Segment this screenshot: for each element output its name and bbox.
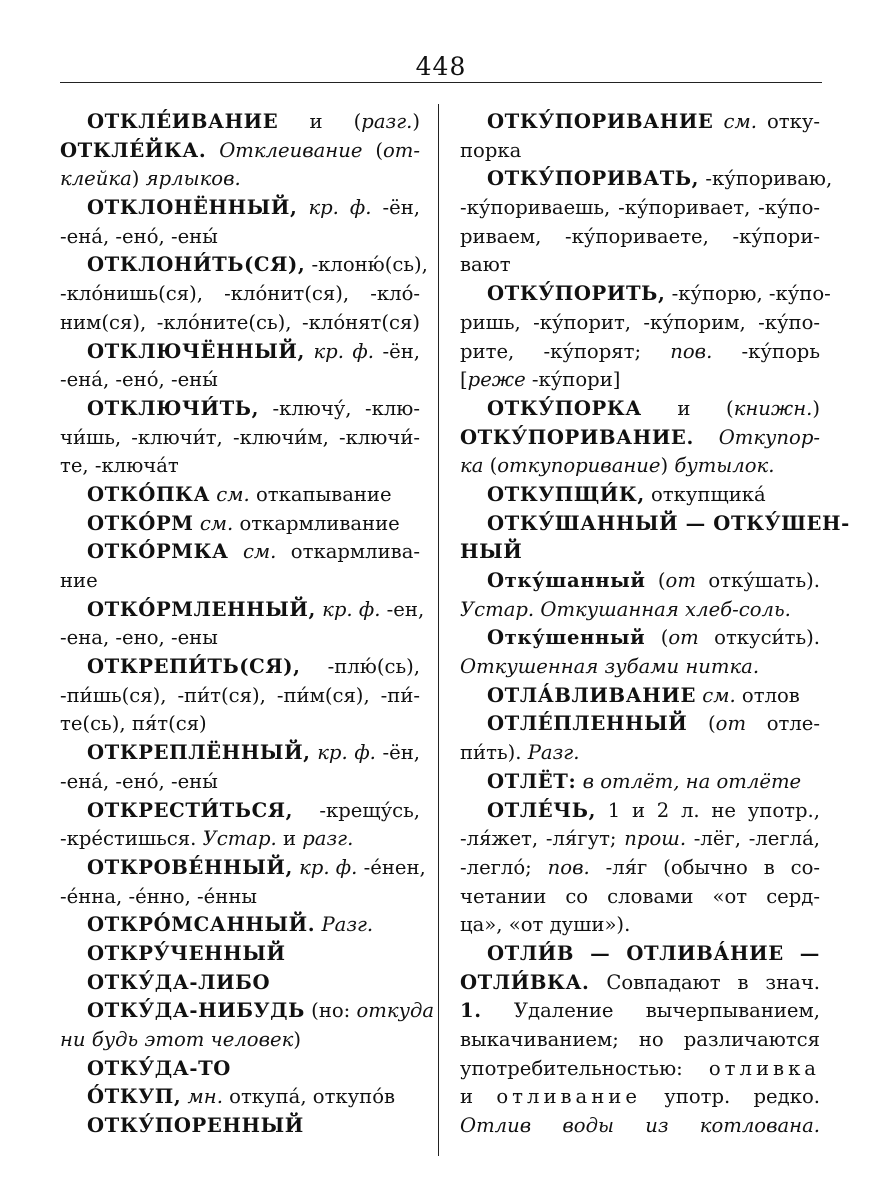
- entry-text: отливка: [708, 1056, 820, 1080]
- entry-text: употр. редко.: [640, 1085, 820, 1109]
- entry-text: и (: [641, 396, 734, 420]
- dictionary-line: [460, 395, 820, 424]
- entry-text: -легло́;: [460, 855, 548, 879]
- dictionary-line: [60, 682, 420, 711]
- headword: ОТКЛЕ́ИВАНИЕ: [87, 110, 279, 133]
- dictionary-line: [60, 510, 420, 539]
- column-divider: [438, 104, 439, 1156]
- headword: ОТКО́РМКА: [87, 540, 229, 564]
- entry-text: от: [668, 626, 699, 650]
- entry-text: прош.: [624, 827, 687, 851]
- entry-text: вают: [460, 253, 511, 277]
- dictionary-line: [60, 424, 420, 453]
- entry-text: ние: [60, 569, 98, 592]
- entry-text: [: [460, 368, 468, 392]
- entry-text: см.: [723, 110, 757, 133]
- dictionary-line: [60, 194, 420, 223]
- headword: ОТКУ́ПОРИВАНИЕ.: [460, 425, 694, 449]
- page-number: 448: [415, 52, 467, 81]
- entry-text: реже: [467, 368, 526, 392]
- entry-text: те, -ключа́т: [60, 454, 179, 478]
- entry-text: рите, -ку́порят;: [460, 339, 671, 363]
- headword: ОТКЛЮЧИ́ТЬ,: [87, 396, 259, 420]
- entry-text: выкачиванием; но различаются: [460, 1028, 820, 1051]
- dictionary-line: [460, 481, 820, 510]
- entry-text: см.: [199, 511, 234, 535]
- entry-text: ца», «от души»).: [460, 913, 631, 937]
- dictionary-line: [460, 223, 820, 252]
- entry-text: от: [665, 569, 696, 592]
- entry-text: см.: [216, 482, 250, 506]
- headword: ОТЛИ́В — ОТЛИВА́НИЕ —: [487, 941, 820, 965]
- entry-text: -ён,: [374, 339, 421, 363]
- headword: ОТКУ́ДА-НИБУДЬ: [87, 999, 305, 1023]
- entry-text: мн.: [187, 1085, 223, 1109]
- dictionary-line: [460, 653, 820, 682]
- dictionary-line: [60, 338, 420, 367]
- dictionary-line: [460, 366, 820, 395]
- entry-text: ка: [460, 454, 484, 478]
- entry-text: Разг.: [321, 913, 374, 937]
- entry-text: кр. ф.: [322, 597, 381, 621]
- dictionary-line: [460, 969, 820, 998]
- entry-text: кр. ф.: [313, 339, 374, 363]
- entry-text: и: [276, 827, 303, 851]
- left-column: [60, 108, 435, 1141]
- headword: ОТКЛЮЧЁННЫЙ,: [87, 339, 305, 363]
- dictionary-line: [60, 1055, 420, 1084]
- entry-text: ним(ся), -кло́ните(сь), -кло́нят(ся): [60, 310, 420, 334]
- dictionary-line: [60, 997, 435, 1026]
- headword: Отку́шанный: [487, 569, 646, 592]
- headword: НЫЙ: [460, 540, 523, 564]
- entry-text: отле-: [746, 712, 820, 736]
- dictionary-line: [60, 165, 420, 194]
- headword: ОТКУ́ПОРКА: [487, 396, 642, 420]
- dictionary-line: [460, 940, 820, 969]
- entry-text: [694, 426, 719, 449]
- entry-text: см.: [702, 683, 736, 707]
- dictionary-line: [460, 997, 820, 1026]
- entry-text: -пи́шь(ся), -пи́т(ся), -пи́м(ся), -пи́-: [60, 683, 420, 707]
- entry-text: [297, 196, 308, 219]
- headword: ОТКУ́ПОРИВАНИЕ: [487, 110, 714, 133]
- entry-text: откуда: [356, 999, 435, 1023]
- headword: ОТЛЕ́ПЛЕННЫЙ: [487, 712, 688, 736]
- entry-text: (: [362, 138, 384, 162]
- headword: ОТЛЁТ:: [487, 769, 577, 793]
- entry-text: -ключу́, -клю-: [259, 396, 420, 420]
- headword: ОТКРЕПИ́ТЬ(СЯ),: [87, 655, 301, 679]
- entry-text: -ля́г (обычно в со-: [589, 855, 820, 879]
- dictionary-line: [60, 251, 428, 280]
- headword: ОТКУ́ДА-ТО: [87, 1056, 231, 1080]
- entry-text: откупа́, откупо́в: [222, 1085, 396, 1109]
- dictionary-line: [460, 194, 820, 223]
- entry-text: [206, 139, 219, 162]
- entry-text: ): [660, 454, 675, 478]
- entry-text: риваем, -ку́пориваете, -ку́пори-: [460, 224, 820, 248]
- dictionary-line: [460, 854, 820, 883]
- dictionary-line: [460, 165, 833, 194]
- entry-text: ): [412, 110, 420, 133]
- dictionary-line: [460, 1026, 820, 1055]
- headword: ОТКУПЩИ́К,: [487, 482, 645, 506]
- entry-text: Отклеивание: [219, 138, 363, 162]
- entry-text: (: [687, 712, 716, 736]
- entry-text: откуси́ть).: [698, 626, 820, 650]
- entry-text: -е́нна, -е́нно, -е́нны: [60, 884, 257, 908]
- headword: ОТКУ́ПОРЕННЫЙ: [87, 1114, 304, 1138]
- headword: Отку́шенный: [487, 626, 646, 650]
- headword: ОТКЛОНИ́ТЬ(СЯ),: [87, 253, 306, 277]
- dictionary-line: [60, 395, 420, 424]
- entry-text: ): [293, 1028, 301, 1051]
- entry-text: кр. ф.: [308, 196, 372, 220]
- dictionary-line: [60, 366, 420, 395]
- entry-text: Разг.: [527, 741, 580, 765]
- dictionary-line: [460, 1112, 820, 1141]
- entry-text: -ена, -ено, -ены: [60, 626, 218, 650]
- entry-text: отку́шать).: [695, 569, 821, 592]
- dictionary-line: [460, 538, 820, 567]
- entry-text: те(сь), пя́т(ся): [60, 712, 207, 736]
- entry-text: Отлив воды из котлована.: [460, 1114, 820, 1138]
- entry-text: кр. ф.: [317, 741, 376, 765]
- entry-text: -ён,: [371, 196, 420, 220]
- entry-text: (: [645, 626, 669, 650]
- entry-text: откупоривание: [497, 454, 661, 478]
- headword: ОТЛИ́ВКА.: [460, 970, 590, 994]
- dictionary-line: [60, 883, 420, 912]
- entry-text: -кло́нишь(ся), -кло́нит(ся), -кло́-: [60, 282, 420, 306]
- dictionary-line: [460, 510, 850, 539]
- entry-text: Устар. Откушанная хлеб-соль.: [460, 597, 791, 621]
- entry-text: ): [812, 396, 820, 420]
- entry-text: (: [483, 454, 498, 478]
- headword: ОТКРОВЕ́ННЫЙ,: [87, 855, 293, 879]
- entry-text: Откушенная зубами нитка.: [460, 655, 760, 679]
- dictionary-line: [60, 768, 420, 797]
- entry-text: -клоню́(сь),: [305, 253, 428, 277]
- entry-text: -ку́пори]: [525, 368, 621, 392]
- entry-text: [713, 110, 723, 133]
- dictionary-line: [60, 538, 420, 567]
- entry-text: кр. ф.: [299, 855, 358, 879]
- dictionary-line: [60, 481, 420, 510]
- entry-text: в отлёт, на отлёте: [582, 769, 802, 793]
- entry-text: -плю́(сь),: [300, 655, 420, 679]
- dictionary-line: [460, 1055, 820, 1084]
- entry-text: -крещу́сь,: [293, 798, 420, 822]
- entry-text: разг.: [302, 827, 354, 851]
- headword: ОТКРЕСТИ́ТЬСЯ,: [87, 798, 294, 822]
- entry-text: откупщика́: [644, 482, 766, 506]
- dictionary-line: [460, 1083, 820, 1112]
- entry-text: от-: [383, 138, 421, 162]
- dictionary-line: [60, 825, 420, 854]
- entry-text: -ку́пориваю,: [699, 167, 833, 191]
- headword: ОТКРЕПЛЁННЫЙ,: [87, 741, 311, 765]
- dictionary-line: [60, 108, 420, 137]
- dictionary-line: [460, 452, 820, 481]
- entry-text: ярлыков.: [145, 167, 241, 191]
- entry-text: разг.: [361, 110, 413, 133]
- headword: ОТКУ́ДА-ЛИБО: [87, 970, 271, 994]
- entry-text: -ку́порь: [712, 339, 820, 363]
- headword: ОТКЛЕ́ЙКА.: [60, 138, 207, 162]
- dictionary-line: [460, 309, 820, 338]
- entry-text: отливание: [496, 1085, 641, 1109]
- entry-text: и (: [278, 110, 362, 133]
- entry-text: ): [131, 167, 146, 191]
- dictionary-line: [60, 969, 420, 998]
- header-rule: [60, 82, 822, 83]
- dictionary-line: [460, 424, 820, 453]
- entry-text: книжн.: [733, 396, 813, 420]
- entry-text: (но:: [304, 999, 357, 1023]
- headword: ОТКО́РМЛЕННЫЙ,: [87, 597, 316, 621]
- entry-text: см.: [242, 540, 277, 564]
- dictionary-line: [60, 280, 420, 309]
- entry-text: чи́шь, -ключи́т, -ключи́м, -ключи́-: [60, 425, 420, 449]
- entry-text: -ена́, -ено́, -ены́: [60, 368, 218, 392]
- entry-text: пи́ть).: [460, 741, 528, 765]
- entry-text: -ён,: [375, 741, 421, 765]
- entry-text: -ена́, -ено́, -ены́: [60, 769, 218, 793]
- entry-text: отлов: [735, 683, 800, 707]
- dictionary-line: [460, 883, 820, 912]
- dictionary-line: [60, 309, 420, 338]
- entry-text: Удаление вычерпыванием,: [481, 999, 820, 1023]
- entry-text: откапывание: [249, 482, 392, 506]
- dictionary-line: [460, 280, 831, 309]
- entry-text: клейка: [60, 167, 132, 191]
- headword: ОТКУ́ПОРИТЬ,: [487, 282, 666, 306]
- entry-text: откармливание: [233, 511, 400, 535]
- headword: ОТКРУ́ЧЕННЫЙ: [87, 941, 286, 965]
- headword: ОТЛЕ́ЧЬ,: [487, 798, 596, 822]
- entry-text: от: [715, 712, 747, 736]
- entry-text: (: [645, 569, 666, 592]
- entry-text: четании со словами «от серд-: [460, 884, 820, 908]
- entry-text: -ля́жет, -ля́гут;: [460, 827, 625, 851]
- entry-text: порка: [460, 138, 522, 162]
- entry-text: пов.: [547, 855, 590, 879]
- dictionary-line: [60, 137, 420, 166]
- entry-text: Откупор-: [718, 425, 820, 449]
- dictionary-line: [460, 624, 820, 653]
- headword: 1.: [460, 999, 482, 1023]
- entry-text: Совпадают в знач.: [589, 970, 820, 994]
- entry-text: -ен,: [380, 597, 425, 621]
- dictionary-line: [60, 567, 420, 596]
- entry-text: -ку́пориваешь, -ку́поривает, -ку́по-: [460, 196, 820, 220]
- dictionary-line: [60, 1112, 420, 1141]
- dictionary-line: [460, 710, 820, 739]
- entry-text: [229, 540, 243, 563]
- entry-text: откармлива-: [276, 540, 420, 564]
- entry-text: отку-: [756, 110, 820, 133]
- dictionary-line: [460, 682, 820, 711]
- dictionary-line: [60, 624, 420, 653]
- dictionary-line: [460, 911, 820, 940]
- headword: ОТКУ́ШАННЫЙ — ОТКУ́ШЕН-: [487, 511, 850, 535]
- dictionary-line: [460, 825, 820, 854]
- dictionary-line: [460, 567, 820, 596]
- entry-text: бутылок.: [674, 454, 775, 478]
- entry-text: употребительностью:: [460, 1056, 709, 1080]
- dictionary-line: [60, 452, 420, 481]
- dictionary-line: [60, 797, 420, 826]
- dictionary-line: [460, 251, 820, 280]
- entry-text: и: [460, 1085, 497, 1109]
- dictionary-line: [460, 739, 820, 768]
- headword: ОТКРО́МСАННЫЙ.: [87, 913, 316, 937]
- dictionary-line: [60, 710, 420, 739]
- dictionary-line: [60, 1026, 420, 1055]
- dictionary-line: [60, 223, 420, 252]
- entry-text: -лёг, -легла́,: [686, 827, 820, 851]
- entry-text: -е́нен,: [357, 855, 426, 879]
- dictionary-line: [60, 854, 426, 883]
- dictionary-line: [460, 797, 820, 826]
- dictionary-line: [60, 1083, 420, 1112]
- dictionary-line: [60, 596, 425, 625]
- dictionary-line: [460, 137, 820, 166]
- headword: ОТЛА́ВЛИВАНИЕ: [487, 683, 697, 707]
- entry-text: пов.: [670, 339, 713, 363]
- dictionary-line: [60, 739, 420, 768]
- entry-text: Устар.: [202, 827, 277, 851]
- entry-text: 1 и 2 л. не употр.,: [596, 798, 820, 822]
- dictionary-line: [60, 653, 420, 682]
- entry-text: -ена́, -ено́, -ены́: [60, 224, 218, 248]
- entry-text: -ку́порю, -ку́по-: [665, 282, 831, 306]
- headword: ОТКО́ПКА: [87, 482, 211, 506]
- entry-text: -кре́стишься.: [60, 827, 203, 851]
- headword: ОТКУ́ПОРИВАТЬ,: [487, 167, 700, 191]
- dictionary-line: [60, 940, 420, 969]
- headword: ОТКО́РМ: [87, 511, 194, 535]
- dictionary-line: [460, 338, 820, 367]
- dictionary-line: [460, 108, 820, 137]
- headword: О́ТКУП,: [87, 1085, 182, 1109]
- entry-text: ни будь этот человек: [60, 1028, 294, 1051]
- dictionary-line: [60, 911, 420, 940]
- dictionary-line: [460, 768, 820, 797]
- dictionary-line: [460, 596, 820, 625]
- headword: ОТКЛОНЁННЫЙ,: [87, 196, 298, 220]
- entry-text: ришь, -ку́порит, -ку́порим, -ку́по-: [460, 310, 820, 334]
- right-column: [460, 108, 850, 1141]
